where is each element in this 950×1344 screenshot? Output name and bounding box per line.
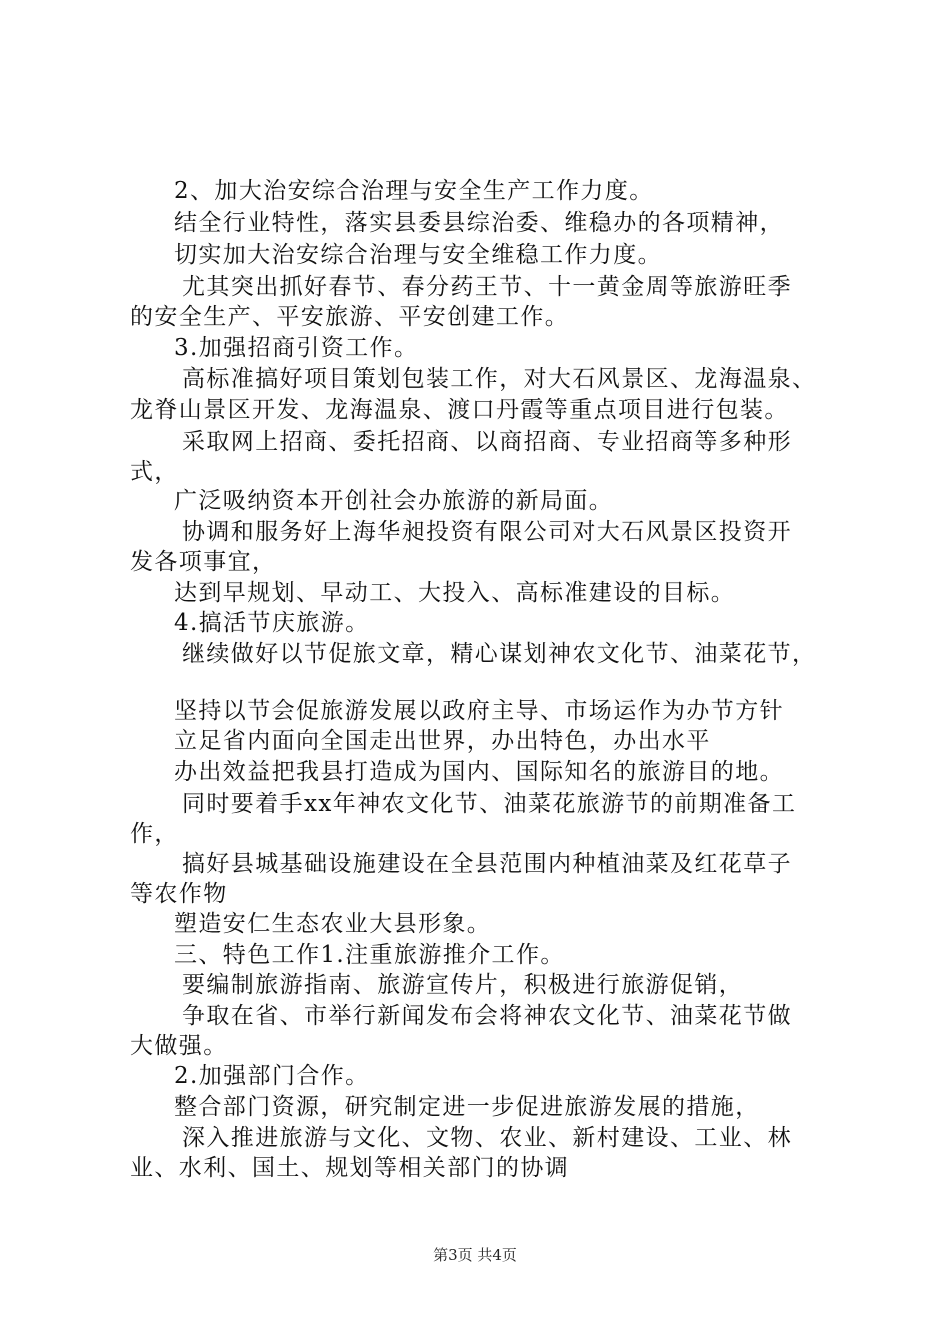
text-line: 深入推进旅游与文化、文物、农业、新村建设、工业、林 [182, 1125, 792, 1151]
text-line: 龙脊山景区开发、龙海温泉、渡口丹霞等重点项目进行包装。 [130, 397, 789, 423]
text-line: 达到早规划、早动工、大投入、高标准建设的目标。 [174, 580, 736, 606]
text-line: 的安全生产、平安旅游、平安创建工作。 [130, 304, 570, 330]
text-line: 高标准搞好项目策划包装工作，对大石风景区、龙海温泉、 [182, 366, 817, 392]
text-line: 大做强。 [130, 1033, 228, 1059]
text-line: 协调和服务好上海华昶投资有限公司对大石风景区投资开 [182, 519, 792, 545]
text-line: 搞好县城基础设施建设在全县范围内种植油菜及红花草子 [182, 851, 792, 877]
text-line: 整合部门资源，研究制定进一步促进旅游发展的措施， [174, 1094, 760, 1120]
text-line: 式， [130, 459, 179, 485]
text-line: 2、加大治安综合治理与安全生产工作力度。 [174, 178, 654, 204]
text-line: 争取在省、市举行新闻发布会将神农文化节、油菜花节做 [182, 1003, 792, 1029]
text-line: 等农作物 [130, 881, 228, 907]
text-line: 要编制旅游指南、旅游宣传片，积极进行旅游促销， [182, 972, 744, 998]
text-line: 办出效益把我县打造成为国内、国际知名的旅游目的地。 [174, 759, 784, 785]
text-line: 广泛吸纳资本开创社会办旅游的新局面。 [174, 488, 614, 514]
text-line: 同时要着手xx年神农文化节、油菜花旅游节的前期准备工 [182, 791, 797, 817]
text-line: 2.加强部门合作。 [174, 1063, 370, 1089]
text-line: 切实加大治安综合治理与安全维稳工作力度。 [174, 242, 662, 268]
text-line: 塑造安仁生态农业大县形象。 [174, 911, 492, 937]
text-line: 三、特色工作1.注重旅游推介工作。 [174, 942, 565, 968]
text-line: 4.搞活节庆旅游。 [174, 610, 370, 636]
text-line: 尤其突出抓好春节、春分药王节、十一黄金周等旅游旺季 [182, 274, 792, 300]
text-line: 结全行业特性，落实县委县综治委、维稳办的各项精神， [174, 210, 784, 236]
page-number-footer: 第3页 共4页 [433, 1246, 517, 1264]
text-line: 发各项事宜， [130, 549, 277, 575]
text-line: 3.加强招商引资工作。 [174, 335, 419, 361]
text-line: 立足省内面向全国走出世界，办出特色，办出水平 [174, 728, 711, 754]
text-line: 采取网上招商、委托招商、以商招商、专业招商等多种形 [182, 429, 792, 455]
text-line: 继续做好以节促旅文章，精心谋划神农文化节、油菜花节， [182, 641, 817, 667]
text-line: 坚持以节会促旅游发展以政府主导、市场运作为办节方针 [174, 698, 784, 724]
text-line: 作， [130, 821, 179, 847]
text-line: 业、水利、国土、规划等相关部门的协调 [130, 1155, 570, 1181]
